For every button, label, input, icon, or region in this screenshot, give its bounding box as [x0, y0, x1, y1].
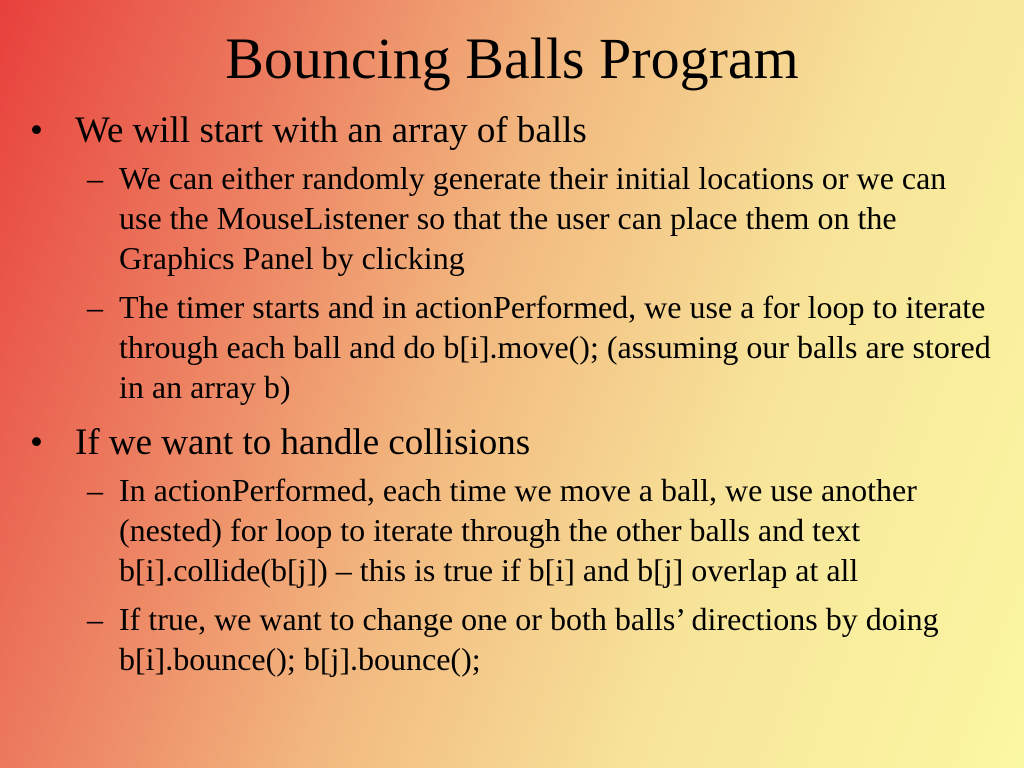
sub-bullet-text: In actionPerformed, each time we move a ball, we use another (nested) for loop to iterate through the other balls and text b[i].collide(b[j]) – this is true if b[i] and b[j] overlap at all	[119, 472, 917, 588]
bullet-collisions	[0, 420, 1024, 466]
sub-bullet-text: The timer starts and in actionPerformed, we use a for loop to iterate through each ball and do b[i].move(); (assuming our balls are stored in an array b)	[119, 289, 991, 405]
sub-bullet-bounce	[0, 599, 1024, 679]
sub-bullet-marker: –	[87, 160, 103, 196]
sub-bullet-marker: –	[87, 289, 103, 325]
sub-bullet-nested-loop	[0, 470, 1024, 590]
slide-title: Bouncing Balls Program	[225, 26, 799, 91]
sub-bullet-text: We can either randomly generate their initial locations or we can use the MouseListener so that the user can place them on the Graphics Panel by clicking	[119, 160, 947, 276]
sub-bullet-marker: –	[87, 601, 103, 637]
sub-bullet-text: If true, we want to change one or both balls’ directions by doing b[i].bounce(); b[j].bounce();	[119, 601, 939, 677]
bullet-text: We will start with an array of balls	[75, 110, 587, 151]
sub-bullet-marker: –	[87, 472, 103, 508]
slide-content	[0, 108, 1024, 688]
sub-bullet-initial-locations	[0, 158, 1024, 278]
sub-bullet-timer	[0, 287, 1024, 407]
bullet-marker: •	[30, 422, 43, 463]
bullet-arrays	[0, 108, 1024, 154]
bullet-marker: •	[30, 110, 43, 151]
bullet-text: If we want to handle collisions	[75, 422, 531, 463]
